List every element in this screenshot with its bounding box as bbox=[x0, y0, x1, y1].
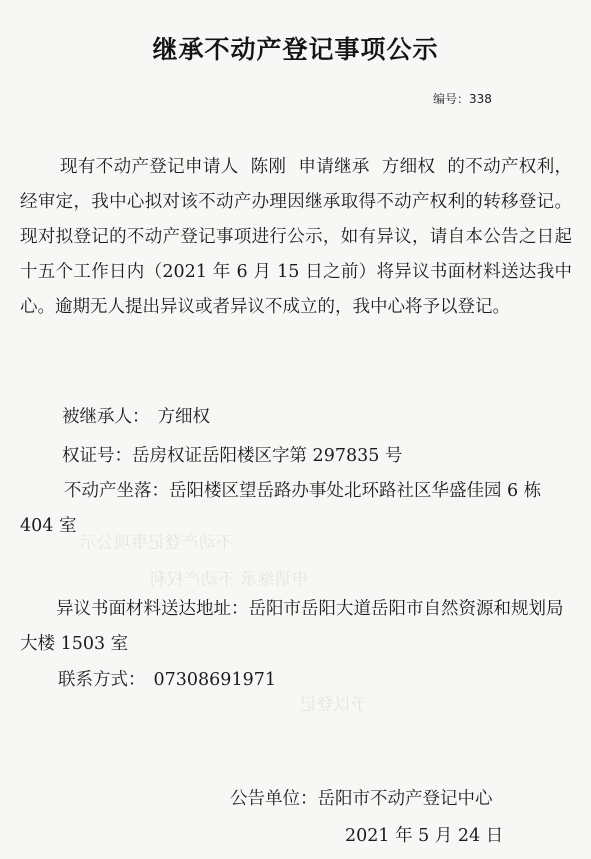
bleed-through-mark: 不动产登记事项公示 bbox=[80, 533, 233, 553]
address-label: 异议书面材料送达地址： bbox=[56, 599, 249, 619]
notice-paragraph bbox=[20, 150, 572, 325]
issuer-value: 岳阳市不动产登记中心 bbox=[317, 789, 493, 809]
heir-row bbox=[62, 405, 210, 429]
applicant-name: 陈刚 bbox=[250, 157, 287, 177]
paragraph-rest: 的不动产权利，经审定，我中心拟对该不动产办理因继承取得不动产权利的转移登记。现对拟登记的不动产登记事项进行公示，如有异议，请自本公告之日起十五个工作日内（2021 年 6 月 15 日之前）将异议书面材料送达我中心。逾期无人提出异议或者异议不成立的，我中心将予以登记。 bbox=[20, 157, 573, 317]
serial-number: 编号：338 bbox=[433, 92, 492, 106]
location-value: 岳阳楼区望岳路办事处北环路社区华盛佳园 6 栋 404 室 bbox=[20, 481, 542, 536]
bleed-through-mark: 予以登记 bbox=[300, 695, 368, 715]
location-row bbox=[20, 474, 572, 544]
address-value: 岳阳市岳阳大道岳阳市自然资源和规划局大楼 1503 室 bbox=[20, 599, 564, 654]
cert-label: 权证号： bbox=[62, 446, 132, 466]
location-label: 不动产坐落： bbox=[64, 481, 169, 501]
issuer-row bbox=[230, 785, 493, 810]
cert-row bbox=[62, 444, 402, 468]
issuer-label: 公告单位： bbox=[230, 789, 318, 809]
heir-value: 方细权 bbox=[157, 407, 210, 427]
paragraph-prefix: 现有不动产登记申请人 bbox=[60, 157, 239, 177]
notice-date: 2021 年 5 月 24 日 bbox=[345, 826, 504, 846]
bleed-through-mark: 申请继承 不动产权利 bbox=[150, 570, 309, 590]
address-row bbox=[20, 592, 572, 662]
cert-value: 岳房权证岳阳楼区字第 297835 号 bbox=[132, 446, 403, 466]
heir-label: 被继承人： bbox=[62, 407, 150, 427]
contact-value: 07308691971 bbox=[153, 670, 276, 690]
page-title: 继承不动产登记事项公示 bbox=[152, 35, 439, 64]
contact-row bbox=[58, 668, 276, 692]
deceased-name: 方细权 bbox=[381, 157, 436, 177]
paragraph-mid: 申请继承 bbox=[298, 157, 370, 177]
contact-label: 联系方式： bbox=[58, 670, 146, 690]
notice-body bbox=[20, 150, 572, 325]
